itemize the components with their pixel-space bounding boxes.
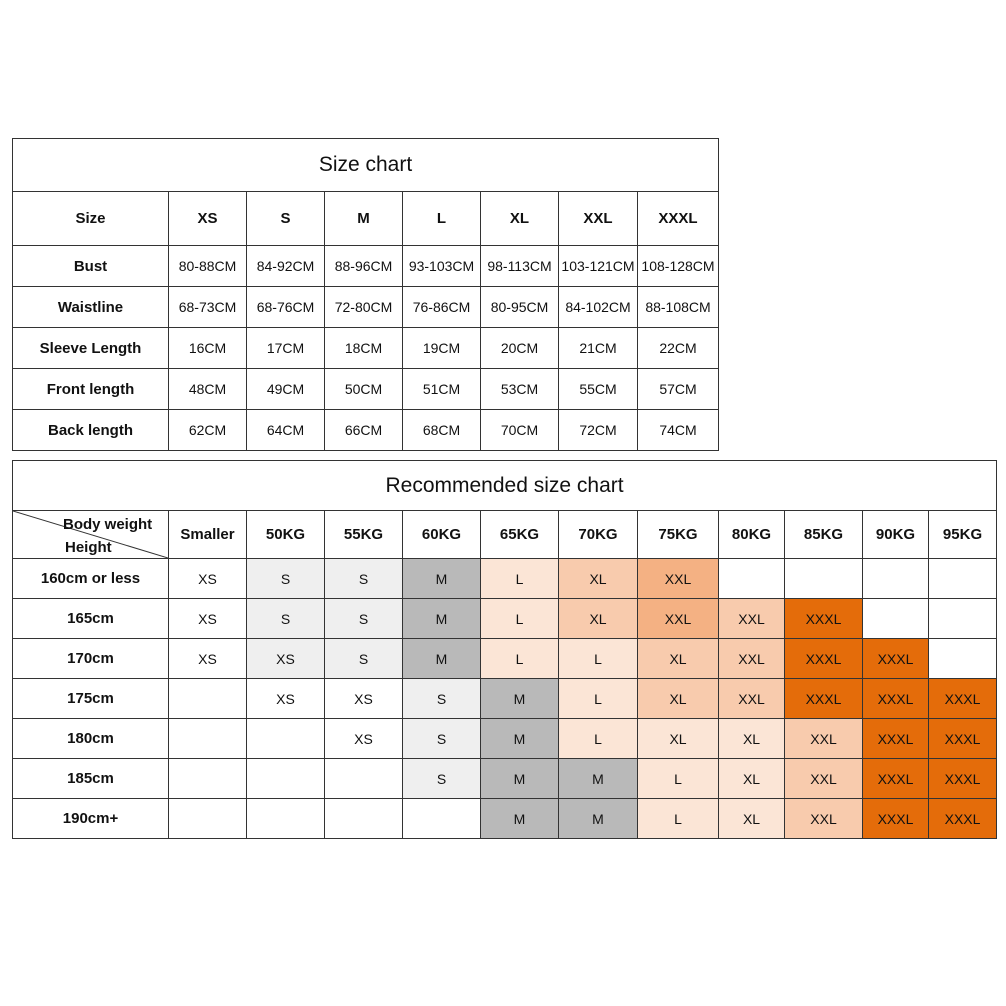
size-value-cell: 55CM: [559, 369, 638, 410]
recommended-size-cell: XXXL: [929, 759, 997, 799]
recommended-size-cell: XXXL: [929, 799, 997, 839]
height-row: [13, 639, 997, 679]
height-row-label: 175cm: [13, 679, 169, 719]
recommended-size-cell: XXXL: [863, 719, 929, 759]
recommended-size-cell: XL: [719, 719, 785, 759]
size-row: [13, 410, 719, 451]
weight-header-cell: 80KG: [719, 511, 785, 559]
height-row-label: 185cm: [13, 759, 169, 799]
weight-header-cell: 60KG: [403, 511, 481, 559]
recommended-size-cell: XS: [325, 679, 403, 719]
size-row-label: Front length: [13, 369, 169, 410]
recommended-size-cell: S: [325, 559, 403, 599]
size-value-cell: 84-102CM: [559, 287, 638, 328]
recommended-size-cell: XS: [169, 559, 247, 599]
recommended-size-cell: [247, 719, 325, 759]
size-value-cell: 74CM: [638, 410, 719, 451]
size-value-cell: 80-88CM: [169, 246, 247, 287]
height-row-label: 165cm: [13, 599, 169, 639]
corner-header: [13, 511, 169, 559]
size-value-cell: 57CM: [638, 369, 719, 410]
recommended-size-cell: [169, 799, 247, 839]
size-value-cell: 80-95CM: [481, 287, 559, 328]
recommended-size-cell: S: [325, 599, 403, 639]
recommended-size-cell: [403, 799, 481, 839]
recommended-size-cell: M: [481, 719, 559, 759]
recommended-size-cell: XXXL: [863, 679, 929, 719]
recommended-size-cell: M: [403, 639, 481, 679]
recommended-size-cell: [169, 719, 247, 759]
recommended-size-cell: [325, 799, 403, 839]
recommended-size-cell: XS: [169, 639, 247, 679]
weight-header-cell: 90KG: [863, 511, 929, 559]
size-header-cell: XXL: [559, 192, 638, 246]
height-row: [13, 559, 997, 599]
recommended-size-cell: [247, 799, 325, 839]
size-row: [13, 246, 719, 287]
weight-header-cell: 75KG: [638, 511, 719, 559]
recommended-size-cell: S: [325, 639, 403, 679]
size-value-cell: 68CM: [403, 410, 481, 451]
recommended-size-cell: XXXL: [785, 639, 863, 679]
size-value-cell: 17CM: [247, 328, 325, 369]
corner-body-weight-label: Body weight: [63, 516, 153, 533]
recommended-size-cell: S: [247, 599, 325, 639]
size-value-cell: 108-128CM: [638, 246, 719, 287]
size-value-cell: 51CM: [403, 369, 481, 410]
height-row: [13, 799, 997, 839]
size-value-cell: 76-86CM: [403, 287, 481, 328]
recommended-size-cell: S: [247, 559, 325, 599]
size-header-cell: XXXL: [638, 192, 719, 246]
height-row: [13, 719, 997, 759]
size-header-cell: XS: [169, 192, 247, 246]
corner-height-label: Height: [65, 539, 112, 556]
size-row-label: Bust: [13, 246, 169, 287]
size-header-label: Size: [13, 192, 169, 246]
recommended-size-cell: [325, 759, 403, 799]
size-value-cell: 88-108CM: [638, 287, 719, 328]
height-row: [13, 599, 997, 639]
size-value-cell: 21CM: [559, 328, 638, 369]
recommended-size-cell: [247, 759, 325, 799]
recommended-size-cell: XXL: [785, 719, 863, 759]
recommended-size-cell: [863, 599, 929, 639]
recommended-size-cell: XXL: [785, 799, 863, 839]
recommended-size-cell: M: [481, 759, 559, 799]
weight-header-cell: 50KG: [247, 511, 325, 559]
weight-header-cell: 55KG: [325, 511, 403, 559]
size-chart-table: [12, 138, 719, 451]
recommended-size-cell: [863, 559, 929, 599]
recommended-size-cell: XXXL: [929, 679, 997, 719]
recommended-size-cell: XXXL: [785, 599, 863, 639]
size-row-label: Waistline: [13, 287, 169, 328]
size-chart-title: Size chart: [13, 139, 719, 192]
recommended-size-cell: L: [559, 639, 638, 679]
recommended-size-cell: L: [481, 599, 559, 639]
size-value-cell: 19CM: [403, 328, 481, 369]
size-value-cell: 22CM: [638, 328, 719, 369]
recommended-size-cell: [169, 679, 247, 719]
size-value-cell: 68-73CM: [169, 287, 247, 328]
recommended-size-cell: XXXL: [929, 719, 997, 759]
recommended-size-cell: S: [403, 719, 481, 759]
recommended-size-cell: [929, 559, 997, 599]
height-row: [13, 759, 997, 799]
recommended-size-cell: XL: [719, 759, 785, 799]
recommended-size-cell: L: [559, 679, 638, 719]
recommended-size-cell: XXXL: [785, 679, 863, 719]
size-row: [13, 287, 719, 328]
recommended-size-cell: M: [481, 799, 559, 839]
recommended-size-cell: S: [403, 679, 481, 719]
size-value-cell: 103-121CM: [559, 246, 638, 287]
size-header-cell: L: [403, 192, 481, 246]
weight-header-cell: 95KG: [929, 511, 997, 559]
recommended-size-cell: XL: [559, 599, 638, 639]
size-value-cell: 62CM: [169, 410, 247, 451]
recommended-size-cell: M: [559, 799, 638, 839]
recommended-size-cell: XS: [169, 599, 247, 639]
size-value-cell: 72-80CM: [325, 287, 403, 328]
size-value-cell: 20CM: [481, 328, 559, 369]
size-value-cell: 72CM: [559, 410, 638, 451]
recommended-size-cell: M: [559, 759, 638, 799]
recommended-size-cell: L: [481, 639, 559, 679]
recommended-size-cell: XXL: [785, 759, 863, 799]
recommended-size-cell: XS: [325, 719, 403, 759]
recommended-size-cell: [719, 559, 785, 599]
height-row-label: 190cm+: [13, 799, 169, 839]
size-value-cell: 70CM: [481, 410, 559, 451]
recommended-size-cell: XS: [247, 639, 325, 679]
recommended-size-cell: XXL: [638, 599, 719, 639]
recommended-size-cell: [785, 559, 863, 599]
recommended-size-cell: XXXL: [863, 759, 929, 799]
recommended-size-cell: L: [638, 759, 719, 799]
weight-header-cell: 70KG: [559, 511, 638, 559]
recommended-size-cell: XXXL: [863, 799, 929, 839]
size-value-cell: 66CM: [325, 410, 403, 451]
size-value-cell: 16CM: [169, 328, 247, 369]
size-row: [13, 328, 719, 369]
recommended-size-cell: [929, 639, 997, 679]
recommended-size-cell: [929, 599, 997, 639]
size-header-cell: S: [247, 192, 325, 246]
recommended-size-cell: XL: [638, 679, 719, 719]
recommended-chart-title: Recommended size chart: [13, 461, 997, 511]
size-value-cell: 53CM: [481, 369, 559, 410]
size-header-cell: XL: [481, 192, 559, 246]
size-value-cell: 93-103CM: [403, 246, 481, 287]
recommended-size-cell: L: [638, 799, 719, 839]
recommended-size-cell: XL: [719, 799, 785, 839]
recommended-size-cell: XXL: [719, 599, 785, 639]
height-row-label: 170cm: [13, 639, 169, 679]
size-value-cell: 50CM: [325, 369, 403, 410]
height-row: [13, 679, 997, 719]
recommended-size-cell: XL: [638, 719, 719, 759]
weight-header-cell: 65KG: [481, 511, 559, 559]
recommended-size-cell: M: [403, 559, 481, 599]
size-row-label: Sleeve Length: [13, 328, 169, 369]
recommended-size-cell: [169, 759, 247, 799]
recommended-size-chart-table: [12, 460, 997, 839]
recommended-size-cell: XXL: [719, 639, 785, 679]
weight-header-cell: Smaller: [169, 511, 247, 559]
recommended-size-cell: XXL: [719, 679, 785, 719]
recommended-size-cell: XXXL: [863, 639, 929, 679]
size-value-cell: 64CM: [247, 410, 325, 451]
size-value-cell: 48CM: [169, 369, 247, 410]
size-value-cell: 49CM: [247, 369, 325, 410]
recommended-size-cell: S: [403, 759, 481, 799]
recommended-size-cell: L: [481, 559, 559, 599]
recommended-size-cell: XS: [247, 679, 325, 719]
size-header-cell: M: [325, 192, 403, 246]
size-value-cell: 88-96CM: [325, 246, 403, 287]
recommended-size-cell: XL: [638, 639, 719, 679]
size-value-cell: 18CM: [325, 328, 403, 369]
recommended-size-cell: XXL: [638, 559, 719, 599]
size-row: [13, 369, 719, 410]
height-row-label: 180cm: [13, 719, 169, 759]
size-value-cell: 84-92CM: [247, 246, 325, 287]
size-row-label: Back length: [13, 410, 169, 451]
weight-header-cell: 85KG: [785, 511, 863, 559]
height-row-label: 160cm or less: [13, 559, 169, 599]
size-value-cell: 68-76CM: [247, 287, 325, 328]
recommended-size-cell: M: [481, 679, 559, 719]
size-value-cell: 98-113CM: [481, 246, 559, 287]
recommended-size-cell: XL: [559, 559, 638, 599]
recommended-size-cell: M: [403, 599, 481, 639]
recommended-size-cell: L: [559, 719, 638, 759]
